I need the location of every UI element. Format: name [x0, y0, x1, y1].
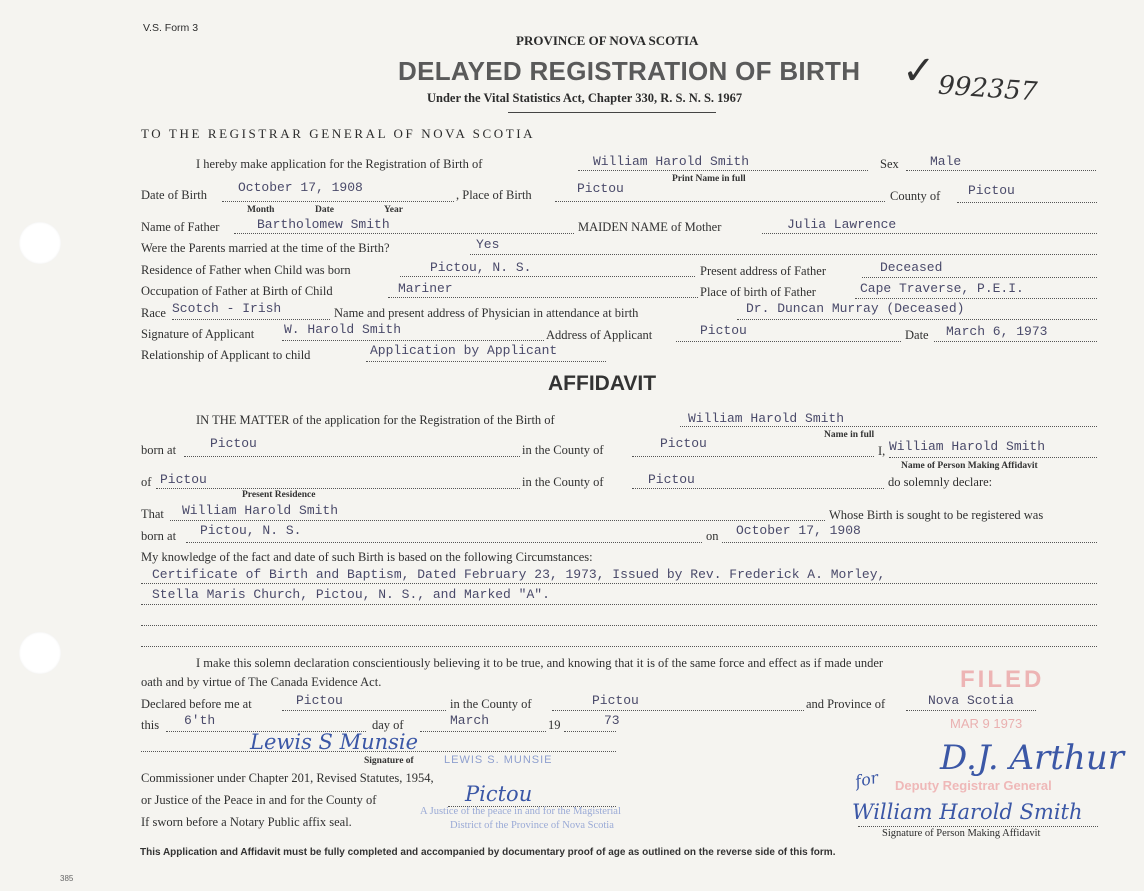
line-circ-4	[141, 646, 1097, 647]
affidavit-heading: AFFIDAVIT	[548, 372, 657, 395]
commissioner-name-stamp: LEWIS S. MUNSIE	[444, 754, 553, 766]
label-i: I,	[878, 444, 886, 458]
label-father-birthplace: Place of birth of Father	[700, 285, 816, 299]
aff-name-value: William Harold Smith	[688, 411, 845, 426]
form-subtitle: Under the Vital Statistics Act, Chapter 330, R. S. N. S. 1967	[427, 91, 743, 105]
label-maiden: MAIDEN NAME of Mother	[578, 220, 722, 234]
line-father	[234, 233, 574, 234]
line-present-addr	[862, 277, 1097, 278]
form-title: DELAYED REGISTRATION OF BIRTH	[398, 56, 861, 86]
pob-value: Pictou	[577, 181, 624, 196]
that-name-value: William Harold Smith	[182, 503, 339, 518]
form-number: V.S. Form 3	[143, 22, 199, 34]
label-whose-birth: Whose Birth is sought to be registered was	[829, 508, 1044, 522]
province-value: Nova Scotia	[928, 693, 1014, 708]
label-present-addr: Present address of Father	[700, 264, 827, 278]
registration-number: 992357	[937, 70, 1039, 108]
label-physician: Name and present address of Physician in attendance at birth	[334, 306, 639, 320]
app-date-value: March 6, 1973	[946, 324, 1048, 339]
filed-stamp: FILED	[960, 666, 1045, 693]
line-physician	[737, 319, 1097, 320]
line-child-name	[578, 170, 868, 171]
print-code: 385	[60, 874, 74, 883]
label-commissioner: Commissioner under Chapter 201, Revised Statutes, 1954,	[141, 771, 434, 785]
label-sig-person: Signature of Person Making Affidavit	[882, 828, 1041, 839]
label-res-father: Residence of Father when Child was born	[141, 263, 351, 277]
county-value: Pictou	[968, 183, 1015, 198]
label-month: Month	[247, 205, 275, 215]
label-app-date: Date	[905, 328, 929, 342]
born-date-value: October 17, 1908	[736, 523, 861, 538]
circumstance-line-2: Stella Maris Church, Pictou, N. S., and Marked "A".	[152, 587, 550, 602]
label-this: this	[141, 718, 160, 732]
mother-value: Julia Lawrence	[787, 217, 897, 232]
declaration-line-1: I make this solemn declaration conscientiously believing it to be true, and knowing that it is of the same force and effect as if made under	[196, 656, 884, 670]
deputy-signature: D.J. Arthur	[940, 738, 1124, 778]
line-dob	[222, 201, 454, 202]
filed-date-stamp: MAR 9 1973	[950, 716, 1023, 731]
father-birthplace-value: Cape Traverse, P.E.I.	[860, 281, 1024, 296]
label-print-name: Print Name in full	[672, 174, 746, 184]
line-year	[564, 731, 616, 732]
sex-value: Male	[930, 154, 962, 169]
label-pob: , Place of Birth	[456, 188, 532, 202]
aff-person-value: William Harold Smith	[889, 439, 1046, 454]
punch-hole-top	[19, 222, 61, 264]
affiant-signature: William Harold Smith	[852, 800, 1083, 824]
line-born-date	[722, 542, 1097, 543]
label-born-at: born at	[141, 443, 177, 457]
label-that: That	[141, 507, 164, 521]
dob-value: October 17, 1908	[238, 180, 363, 195]
label-race: Race	[141, 306, 166, 320]
label-father: Name of Father	[141, 220, 220, 234]
label-relationship: Relationship of Applicant to child	[141, 348, 311, 362]
line-month	[420, 731, 546, 732]
aff-born-value: Pictou	[210, 436, 257, 451]
for-mark: for	[853, 767, 880, 792]
applicant-addr-value: Pictou	[700, 323, 747, 338]
label-notary: If sworn before a Notary Public affix seal.	[141, 815, 352, 829]
aff-res-county-value: Pictou	[648, 472, 695, 487]
label-declared-county: in the County of	[450, 697, 532, 711]
label-aff-county: in the County of	[522, 443, 604, 457]
registration-check-mark: ✓	[902, 48, 936, 94]
res-father-value: Pictou, N. S.	[430, 260, 532, 275]
label-sig-applicant: Signature of Applicant	[141, 327, 255, 341]
province-heading: PROVINCE OF NOVA SCOTIA	[516, 33, 699, 48]
label-declared: Declared before me at	[141, 697, 252, 711]
label-in-matter: IN THE MATTER of the application for the Registration of the Birth of	[196, 413, 555, 427]
jp-stamp-line-1: A Justice of the peace in and for the Magisterial	[420, 806, 621, 817]
declaration-line-2: oath and by virtue of The Canada Evidence Act.	[141, 675, 382, 689]
father-value: Bartholomew Smith	[257, 217, 390, 232]
label-date: Date	[315, 205, 334, 215]
aff-county-value: Pictou	[660, 436, 707, 451]
label-present-res: Present Residence	[242, 490, 316, 500]
declared-at-value: Pictou	[296, 693, 343, 708]
line-res-county	[632, 488, 884, 489]
child-name-value: William Harold Smith	[593, 154, 750, 169]
label-born-at-2: born at	[141, 529, 177, 543]
month-value: March	[450, 713, 490, 728]
line-sig-applicant	[282, 340, 544, 341]
relationship-value: Application by Applicant	[370, 343, 558, 358]
line-born-place	[186, 542, 702, 543]
line-pob	[555, 201, 885, 202]
label-year: Year	[384, 205, 403, 215]
line-race	[172, 319, 330, 320]
line-app-date	[934, 341, 1097, 342]
label-res-county: in the County of	[522, 475, 604, 489]
race-value: Scotch - Irish	[172, 301, 282, 316]
footer-note: This Application and Affidavit must be fully completed and accompanied by documentary proof of age as outlined on the reverse side of this form.	[140, 847, 836, 858]
punch-hole-bottom	[19, 632, 61, 674]
label-nineteen: 19	[548, 718, 561, 732]
present-addr-value: Deceased	[880, 260, 943, 275]
line-aff-county	[632, 456, 874, 457]
jp-county-value: Pictou	[465, 782, 533, 806]
label-occupation: Occupation of Father at Birth of Child	[141, 284, 333, 298]
label-on: on	[706, 529, 719, 543]
line-father-birthplace	[855, 298, 1097, 299]
line-county	[957, 202, 1097, 203]
label-name-person: Name of Person Making Affidavit	[901, 461, 1038, 471]
label-knowledge: My knowledge of the fact and date of such Birth is based on the following Circumstances:	[141, 550, 593, 564]
line-addr-applicant	[676, 341, 901, 342]
label-signature-of: Signature of	[364, 756, 414, 766]
line-province	[906, 710, 1036, 711]
applicant-sig-value: W. Harold Smith	[284, 322, 402, 337]
label-name-in-full: Name in full	[824, 430, 875, 440]
label-solemnly: do solemnly declare:	[888, 475, 993, 489]
line-aff-person	[889, 457, 1097, 458]
born-place-value: Pictou, N. S.	[200, 523, 302, 538]
line-married	[470, 254, 1097, 255]
label-justice: or Justice of the Peace in and for the County of	[141, 793, 377, 807]
jp-stamp-line-2: District of the Province of Nova Scotia	[450, 820, 614, 831]
deputy-registrar-stamp: Deputy Registrar General	[895, 778, 1052, 793]
label-addr-applicant: Address of Applicant	[546, 328, 653, 342]
line-aff-residence	[156, 488, 520, 489]
declared-county-value: Pictou	[592, 693, 639, 708]
line-born-at	[184, 456, 520, 457]
label-county: County of	[890, 189, 941, 203]
occupation-value: Mariner	[398, 281, 453, 296]
label-apply: I hereby make application for the Registration of Birth of	[196, 157, 483, 171]
label-of: of	[141, 475, 152, 489]
label-and-province: and Province of	[806, 697, 886, 711]
label-sex: Sex	[880, 157, 899, 171]
commissioner-signature: Lewis S Munsie	[250, 730, 419, 754]
day-value: 6'th	[184, 713, 216, 728]
physician-value: Dr. Duncan Murray (Deceased)	[746, 301, 965, 316]
line-relationship	[366, 361, 606, 362]
line-mother	[762, 233, 1097, 234]
line-circ-2	[141, 604, 1097, 605]
addressed-to: TO THE REGISTRAR GENERAL OF NOVA SCOTIA	[141, 126, 536, 141]
line-aff-name	[680, 426, 1097, 427]
married-value: Yes	[476, 237, 500, 252]
circumstance-line-1: Certificate of Birth and Baptism, Dated February 23, 1973, Issued by Rev. Frederick A. Morley,	[152, 567, 886, 582]
line-circ-1	[141, 583, 1097, 584]
subtitle-rule	[508, 112, 716, 113]
line-sex	[906, 170, 1096, 171]
aff-residence-value: Pictou	[160, 472, 207, 487]
label-married: Were the Parents married at the time of the Birth?	[141, 241, 390, 255]
line-circ-3	[141, 625, 1097, 626]
line-declared-county	[552, 710, 804, 711]
label-dob: Date of Birth	[141, 188, 207, 202]
label-day-of: day of	[372, 718, 404, 732]
line-that-name	[170, 520, 825, 521]
line-occupation	[388, 297, 698, 298]
line-res-father	[400, 276, 695, 277]
year-value: 73	[604, 713, 620, 728]
line-declared-at	[282, 710, 446, 711]
